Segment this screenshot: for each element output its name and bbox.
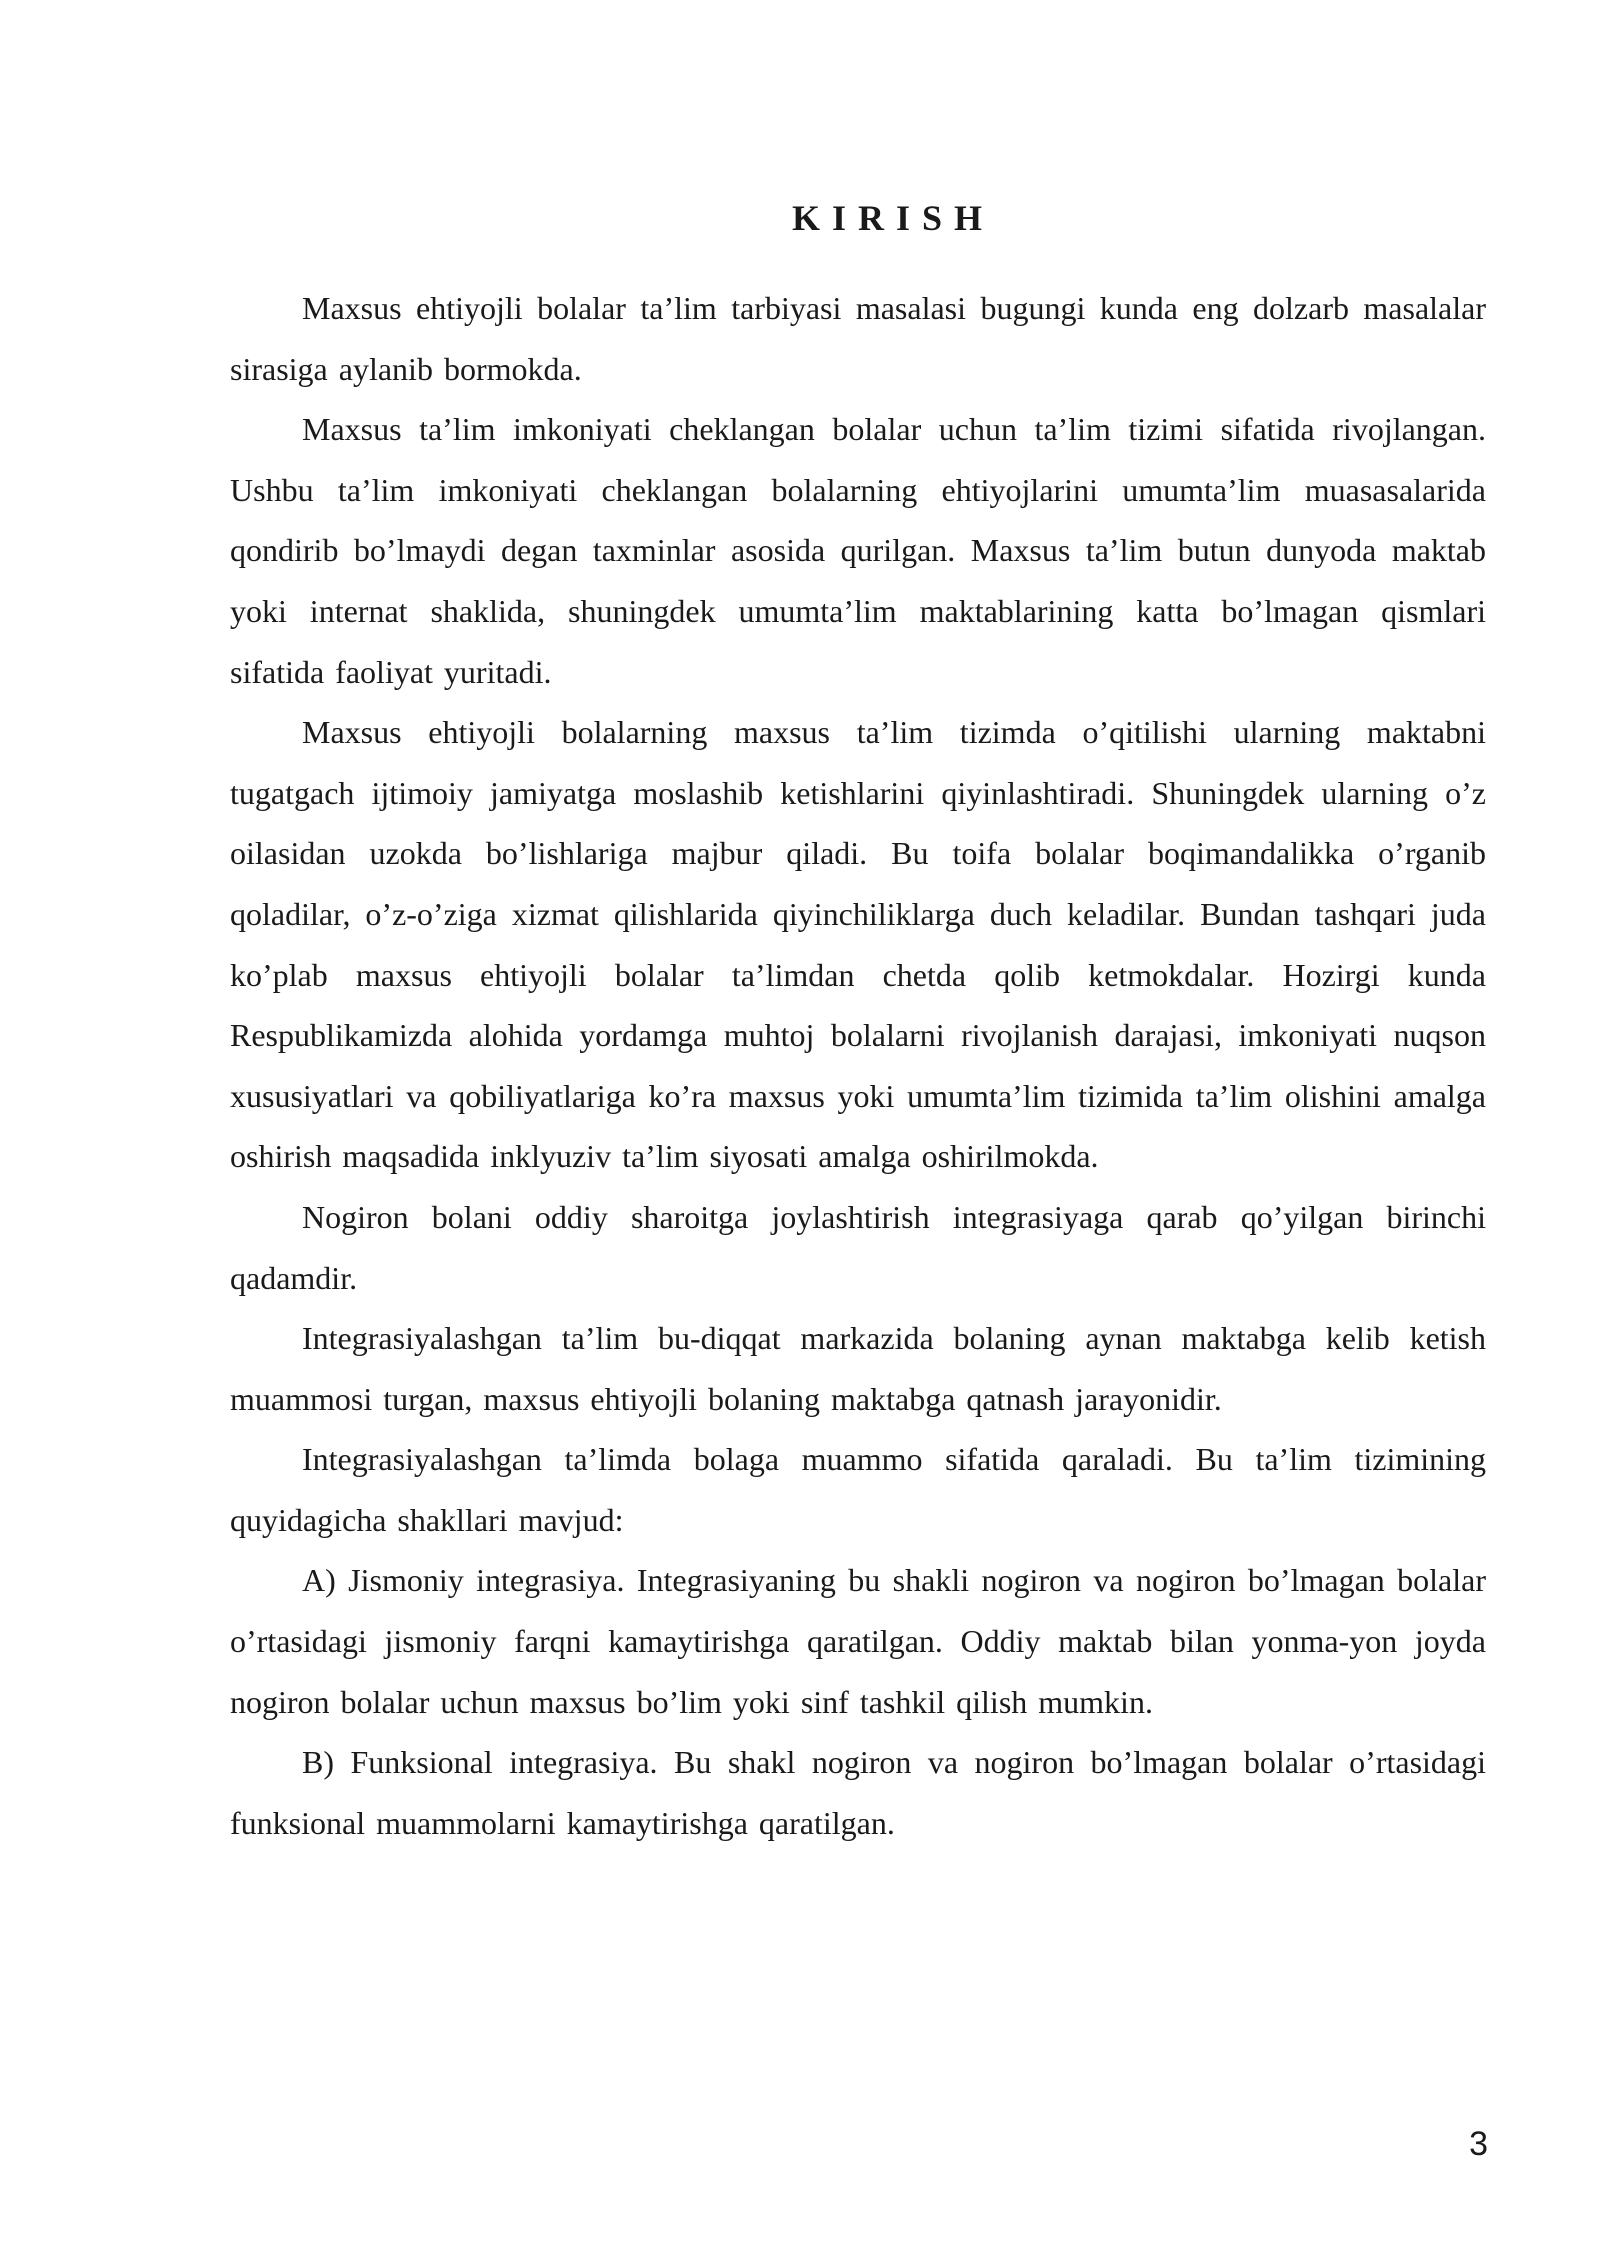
paragraph: Integrasiyalashgan ta’limda bolaga muammo sifatida qaraladi. Bu ta’lim tizimining quyidagicha shakllari mavjud:: [230, 1441, 1486, 1538]
paragraph: Maxsus ehtiyojli bolalarning maxsus ta’lim tizimda o’qitilishi ularning maktabni tugatgach ijtimoiy jamiyatga moslashib ketishlarini qiyinlashtiradi. Shuningdek ularning o’z oilasidan uzokda bo’lishlariga majbur qiladi. Bu toifa bolalar boqimandalikka o’rganib qoladilar, o’z-o’ziga xizmat qilishlarida qiyinchiliklarga duch keladilar. Bundan tashqari juda ko’plab maxsus ehtiyojli bolalar ta’limdan chetda qolib ketmokdalar. Hozirgi kunda Respublikamizda alohida yordamga muhtoj bolalarni rivojlanish darajasi, imkoniyati nuqson xususiyatlari va qobiliyatlariga ko’ra maxsus yoki umumta’lim tizimida ta’lim olishini amalga oshirish maqsadida inklyuziv ta’lim siyosati amalga oshirilmokda.: [230, 714, 1486, 1175]
paragraph: Maxsus ehtiyojli bolalar ta’lim tarbiyasi masalasi bugungi kunda eng dolzarb masalalar sirasiga aylanib bormokda.: [230, 290, 1486, 387]
paragraph: B) Funksional integrasiya. Bu shakl nogiron va nogiron bo’lmagan bolalar o’rtasidagi funksional muammolarni kamaytirishga qaratilgan.: [230, 1744, 1486, 1841]
body-text: [230, 278, 1486, 1853]
paragraph: Nogiron bolani oddiy sharoitga joylashtirish integrasiyaga qarab qo’yilgan birinchi qadamdir.: [230, 1198, 1486, 1296]
section-heading: KIRISH: [791, 198, 995, 238]
paragraph: Maxsus ta’lim imkoniyati cheklangan bolalar uchun ta’lim tizimi sifatida rivojlangan. Ushbu ta’lim imkoniyati cheklangan bolalarning ehtiyojlarini umumta’lim muasasalarida qondirib bo’lmaydi degan taxminlar asosida qurilgan. Maxsus ta’lim butun dunyoda maktab yoki internat shaklida, shuningdek umumta’lim maktablarining katta bo’lmagan qismlari sifatida faoliyat yuritadi.: [230, 411, 1486, 690]
page-number: 3: [1469, 2125, 1488, 2163]
paragraph: Integrasiyalashgan ta’lim bu-diqqat markazida bolaning aynan maktabga kelib ketish muammosi turgan, maxsus ehtiyojli bolaning maktabga qatnash jarayonidir.: [230, 1320, 1486, 1417]
paragraph: A) Jismoniy integrasiya. Integrasiyaning bu shakli nogiron va nogiron bo’lmagan bolalar o’rtasidagi jismoniy farqni kamaytirishga qaratilgan. Oddiy maktab bilan yonma-yon joyda nogiron bolalar uchun maxsus bo’lim yoki sinf tashkil qilish mumkin.: [230, 1562, 1486, 1720]
